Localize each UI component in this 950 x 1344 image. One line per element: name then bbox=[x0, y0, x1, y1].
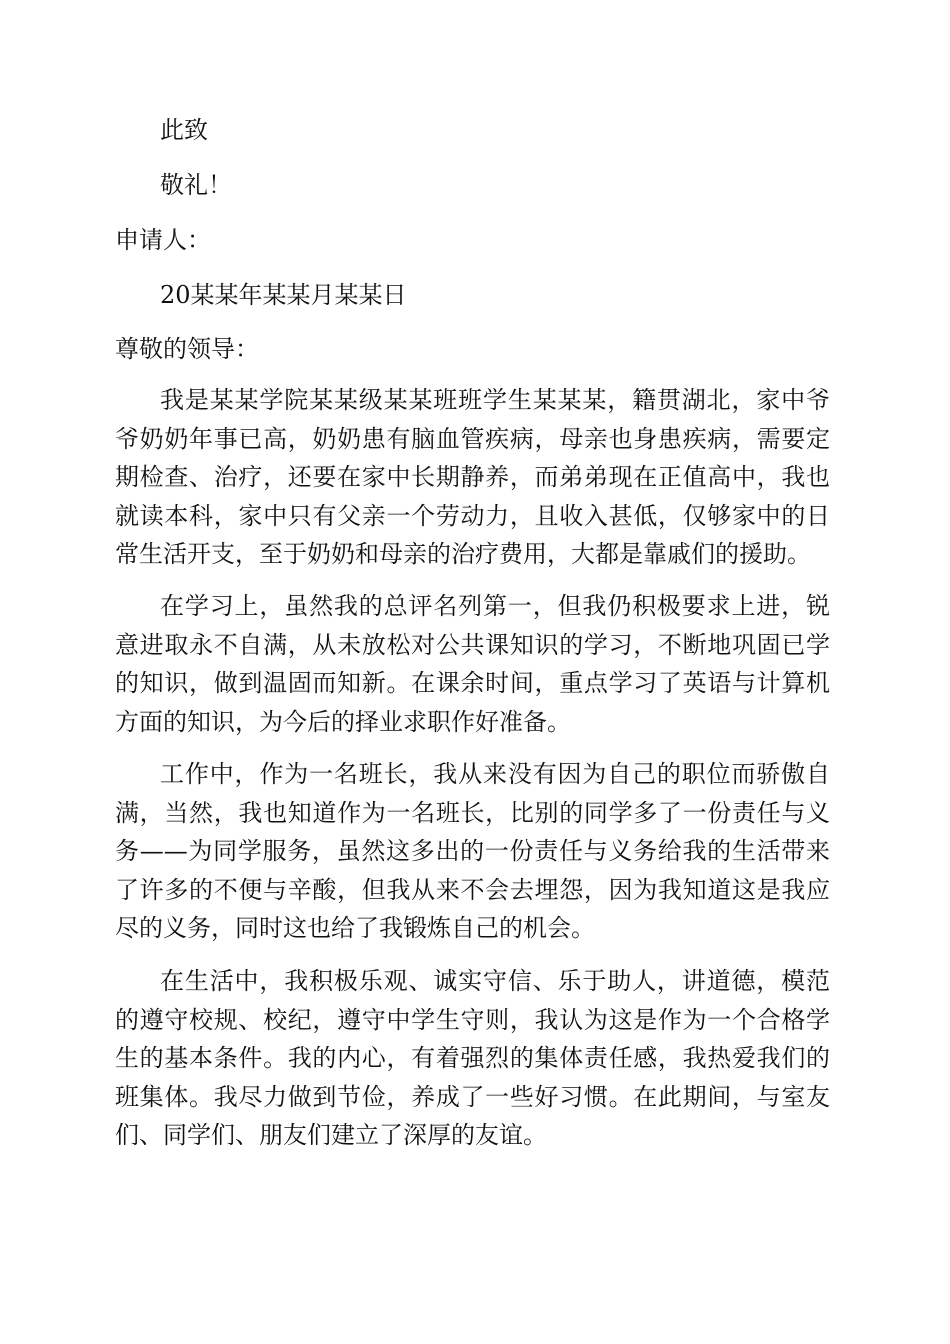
closing-line-1: 此致 bbox=[160, 116, 208, 144]
date-line: 20某某年某某月某某日 bbox=[160, 281, 407, 309]
body-paragraph-2: 在学习上，虽然我的总评名列第一，但我仍积极要求上进，锐意进取永不自满，从未放松对公共课知识的学习，不断地巩固已学的知识，做到温固而知新。在课余时间，重点学习了英语与计算机方面的知识，为今后的择业求职作好准备。 bbox=[115, 592, 830, 736]
body-paragraph-4: 在生活中，我积极乐观、诚实守信、乐于助人，讲道德，模范的遵守校规、校纪，遵守中学生守则，我认为这是作为一个合格学生的基本条件。我的内心，有着强烈的集体责任感，我热爱我们的班集体。我尽力做到节俭，养成了一些好习惯。在此期间，与室友们、同学们、朋友们建立了深厚的友谊。 bbox=[115, 967, 830, 1150]
applicant-label: 申请人： bbox=[115, 226, 211, 254]
body-paragraph-3: 工作中，作为一名班长，我从来没有因为自己的职位而骄傲自满，当然，我也知道作为一名班长，比别的同学多了一份责任与义务——为同学服务，虽然这多出的一份责任与义务给我的生活带来了许多的不便与辛酸，但我从来不会去埋怨，因为我知道这是我应尽的义务，同时这也给了我锻炼自己的机会。 bbox=[115, 760, 830, 943]
body-paragraph-1: 我是某某学院某某级某某班班学生某某某，籍贯湖北，家中爷爷奶奶年事已高，奶奶患有脑血管疾病，母亲也身患疾病，需要定期检查、治疗，还要在家中长期静养，而弟弟现在正值高中，我也就读本科，家中只有父亲一个劳动力，且收入甚低，仅够家中的日常生活开支，至于奶奶和母亲的治疗费用，大都是靠戚们的援助。 bbox=[115, 386, 830, 569]
closing-line-2: 敬礼！ bbox=[160, 171, 232, 199]
salutation: 尊敬的领导： bbox=[115, 335, 259, 363]
